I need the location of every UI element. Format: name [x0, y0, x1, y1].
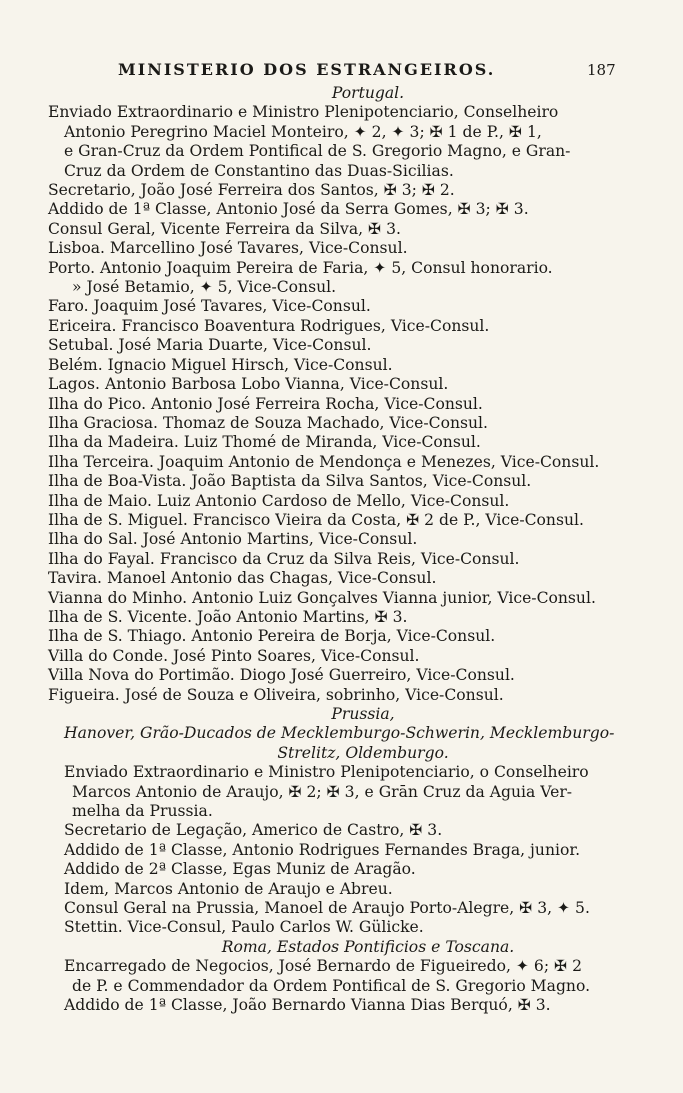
text-line: Vianna do Minho. Antonio Luiz Gonçalves Vianna junior, Vice-Consul. [48, 588, 596, 607]
text-line: Ericeira. Francisco Boaventura Rodrigues, Vice-Consul. [48, 316, 490, 335]
text-line: Stettin. Vice-Consul, Paulo Carlos W. Gülicke. [64, 918, 424, 937]
text-line: e Gran-Cruz da Ordem Pontifical de S. Gregorio Magno, e Gran- [64, 142, 571, 161]
text-line: Figueira. José de Souza e Oliveira, sobrinho, Vice-Consul. [48, 685, 504, 704]
text-line: Ilha do Fayal. Francisco da Cruz da Silva Reis, Vice-Consul. [48, 549, 520, 568]
text-line: Ilha da Madeira. Luiz Thomé de Miranda, Vice-Consul. [48, 433, 481, 452]
text-line: Addido de 1ª Classe, Antonio José da Serra Gomes, ✠ 3; ✠ 3. [48, 200, 529, 219]
text-line: Ilha de Maio. Luiz Antonio Cardoso de Mello, Vice-Consul. [48, 491, 510, 510]
section-subheading: Hanover, Grão-Ducados de Mecklemburgo-Schwerin, Mecklemburgo- [64, 724, 615, 743]
text-line: Secretario, João José Ferreira dos Santos, ✠ 3; ✠ 2. [48, 181, 455, 200]
text-line: Lisboa. Marcellino José Tavares, Vice-Consul. [48, 239, 408, 258]
text-line: Addido de 1ª Classe, João Bernardo Vianna Dias Berquó, ✠ 3. [64, 996, 551, 1015]
section-heading-portugal: Portugal. [331, 84, 405, 102]
text-line: melha da Prussia. [72, 802, 213, 821]
text-line: Ilha de Boa-Vista. João Baptista da Silva Santos, Vice-Consul. [48, 472, 532, 491]
text-line: de P. e Commendador da Ordem Pontifical de S. Gregorio Magno. [72, 976, 591, 995]
text-line: » José Betamio, ✦ 5, Vice-Consul. [72, 278, 337, 297]
text-line: Ilha do Pico. Antonio José Ferreira Rocha, Vice-Consul. [48, 394, 483, 413]
text-line: Ilha do Sal. José Antonio Martins, Vice-Consul. [48, 530, 418, 549]
text-line: Ilha de S. Thiago. Antonio Pereira de Borja, Vice-Consul. [48, 627, 496, 646]
text-line: Enviado Extraordinario e Ministro Plenipotenciario, o Conselheiro [64, 763, 589, 782]
text-line: Villa Nova do Portimão. Diogo José Guerreiro, Vice-Consul. [48, 666, 515, 685]
section-subheading: Strelitz, Oldemburgo. [277, 743, 449, 762]
text-line: Encarregado de Negocios, José Bernardo de Figueiredo, ✦ 6; ✠ 2 [64, 957, 583, 976]
text-line: Lagos. Antonio Barbosa Lobo Vianna, Vice-Consul. [48, 375, 449, 394]
text-line: Secretario de Legação, Americo de Castro, ✠ 3. [64, 821, 443, 840]
text-line: Ilha de S. Miguel. Francisco Vieira da Costa, ✠ 2 de P., Vice-Consul. [48, 510, 584, 529]
text-line: Marcos Antonio de Araujo, ✠ 2; ✠ 3, e Grān Cruz da Aguia Ver- [72, 782, 573, 801]
section-heading-prussia: Prussia, [331, 705, 395, 723]
page-header [0, 60, 683, 82]
page-body [48, 84, 648, 1016]
text-line: Enviado Extraordinario e Ministro Plenipotenciario, Conselheiro [48, 103, 559, 122]
text-line: Ilha Terceira. Joaquim Antonio de Mendonça e Menezes, Vice-Consul. [48, 452, 600, 471]
text-line: Villa do Conde. José Pinto Soares, Vice-Consul. [48, 646, 420, 665]
section-heading-roma: Roma, Estados Pontificios e Toscana. [221, 937, 515, 956]
text-line: Cruz da Ordem de Constantino das Duas-Sicilias. [64, 161, 454, 180]
text-line: Belém. Ignacio Miguel Hirsch, Vice-Consul. [48, 355, 393, 374]
text-line: Porto. Antonio Joaquim Pereira de Faria, ✦ 5, Consul honorario. [48, 258, 553, 277]
text-line: Ilha de S. Vicente. João Antonio Martins, ✠ 3. [48, 607, 408, 626]
text-line: Consul Geral na Prussia, Manoel de Araujo Porto-Alegre, ✠ 3, ✦ 5. [64, 899, 590, 918]
text-line: Addido de 1ª Classe, Antonio Rodrigues Fernandes Braga, junior. [64, 840, 581, 859]
text-line: Idem, Marcos Antonio de Araujo e Abreu. [64, 879, 393, 898]
text-line: Antonio Peregrino Maciel Monteiro, ✦ 2, ✦ 3; ✠ 1 de P., ✠ 1, [64, 122, 542, 141]
running-title: MINISTERIO DOS ESTRANGEIROS. [118, 60, 496, 79]
text-line: Tavira. Manoel Antonio das Chagas, Vice-Consul. [48, 569, 437, 588]
page-number: 187 [587, 61, 616, 79]
text-line: Addido de 2ª Classe, Egas Muniz de Aragão. [64, 860, 416, 879]
text-line: Ilha Graciosa. Thomaz de Souza Machado, Vice-Consul. [48, 413, 488, 432]
text-line: Consul Geral, Vicente Ferreira da Silva, ✠ 3. [48, 219, 401, 238]
text-line: Faro. Joaquim José Tavares, Vice-Consul. [48, 297, 371, 316]
text-line: Setubal. José Maria Duarte, Vice-Consul. [48, 336, 372, 355]
